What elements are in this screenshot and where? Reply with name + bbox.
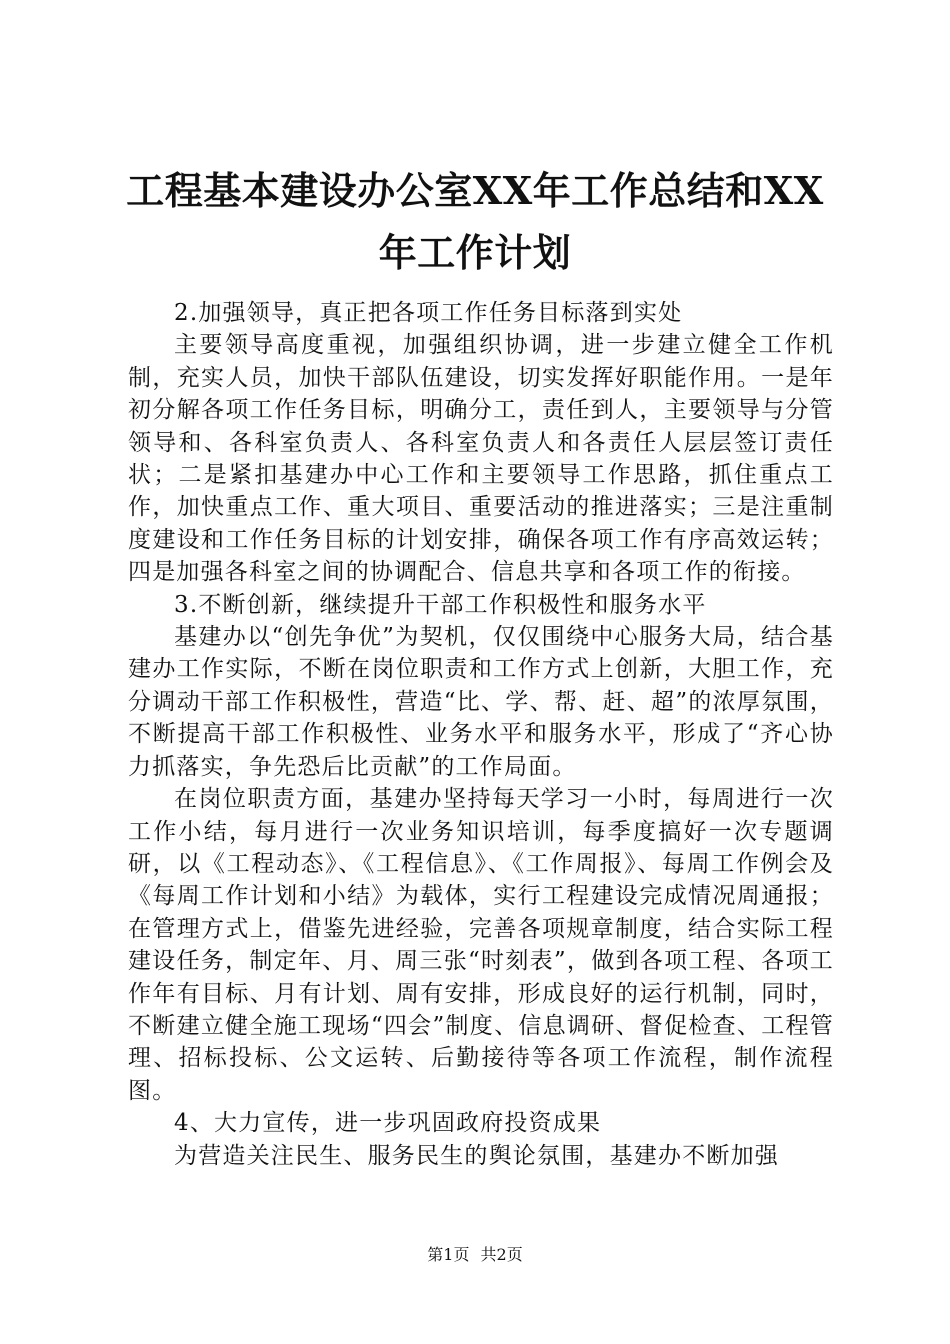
- section-heading-2: 2.加强领导，真正把各项工作任务目标落到实处: [174, 300, 683, 326]
- paragraph: 基建办以“创先争优”为契机，仅仅围绕中心服务大局，结合基建办工作实际，不断在岗位职责和工作方式上创新，大胆工作，充分调动干部工作积极性，营造“比、学、帮、赶、超”的浓厚氛围，不断提高干部工作积极性、业务水平和服务水平，形成了“齐心协力抓落实，争先恐后比贡献”的工作局面。: [128, 624, 834, 780]
- document-title: 工程基本建设办公室XX年工作总结和XX年工作计划: [126, 168, 824, 275]
- paragraph: 主要领导高度重视，加强组织协调，进一步建立健全工作机制，充实人员，加快干部队伍建设，切实发挥好职能作用。一是年初分解各项工作任务目标，明确分工，责任到人，主要领导与分管领导和、各科室负责人、各科室负责人和各责任人层层签订责任状；二是紧扣基建办中心工作和主要领导工作思路，抓住重点工作，加快重点工作、重大项目、重要活动的推进落实；三是注重制度建设和工作任务目标的计划安排，确保各项工作有序高效运转；四是加强各科室之间的协调配合、信息共享和各项工作的衔接。: [128, 332, 834, 586]
- section-heading-3: 3.不断创新，继续提升干部工作积极性和服务水平: [174, 591, 707, 618]
- page-number: 第1页: [427, 1245, 470, 1264]
- section-heading-4: 4、大力宣传，进一步巩固政府投资成果: [174, 1110, 602, 1137]
- paragraph: 为营造关注民生、服务民生的舆论氛围，基建办不断加强: [174, 1142, 779, 1169]
- page-total: 共2页: [480, 1245, 523, 1264]
- paragraph: 在岗位职责方面，基建办坚持每天学习一小时，每周进行一次工作小结，每月进行一次业务知识培训，每季度搞好一次专题调研，以《工程动态》、《工程信息》、《工作周报》、每周工作例会及《每周工作计划和小结》为载体，实行工程建设完成情况周通报；在管理方式上，借鉴先进经验，完善各项规章制度，结合实际工程建设任务，制定年、月、周三张“时刻表”，做到各项工程、各项工作年有目标、月有计划、周有安排，形成良好的运行机制，同时，不断建立健全施工现场“四会”制度、信息调研、督促检查、工程管理、招标投标、公文运转、后勤接待等各项工作流程，制作流程图。: [128, 786, 834, 1104]
- page-footer: [0, 1244, 950, 1266]
- document-body: [128, 297, 834, 1172]
